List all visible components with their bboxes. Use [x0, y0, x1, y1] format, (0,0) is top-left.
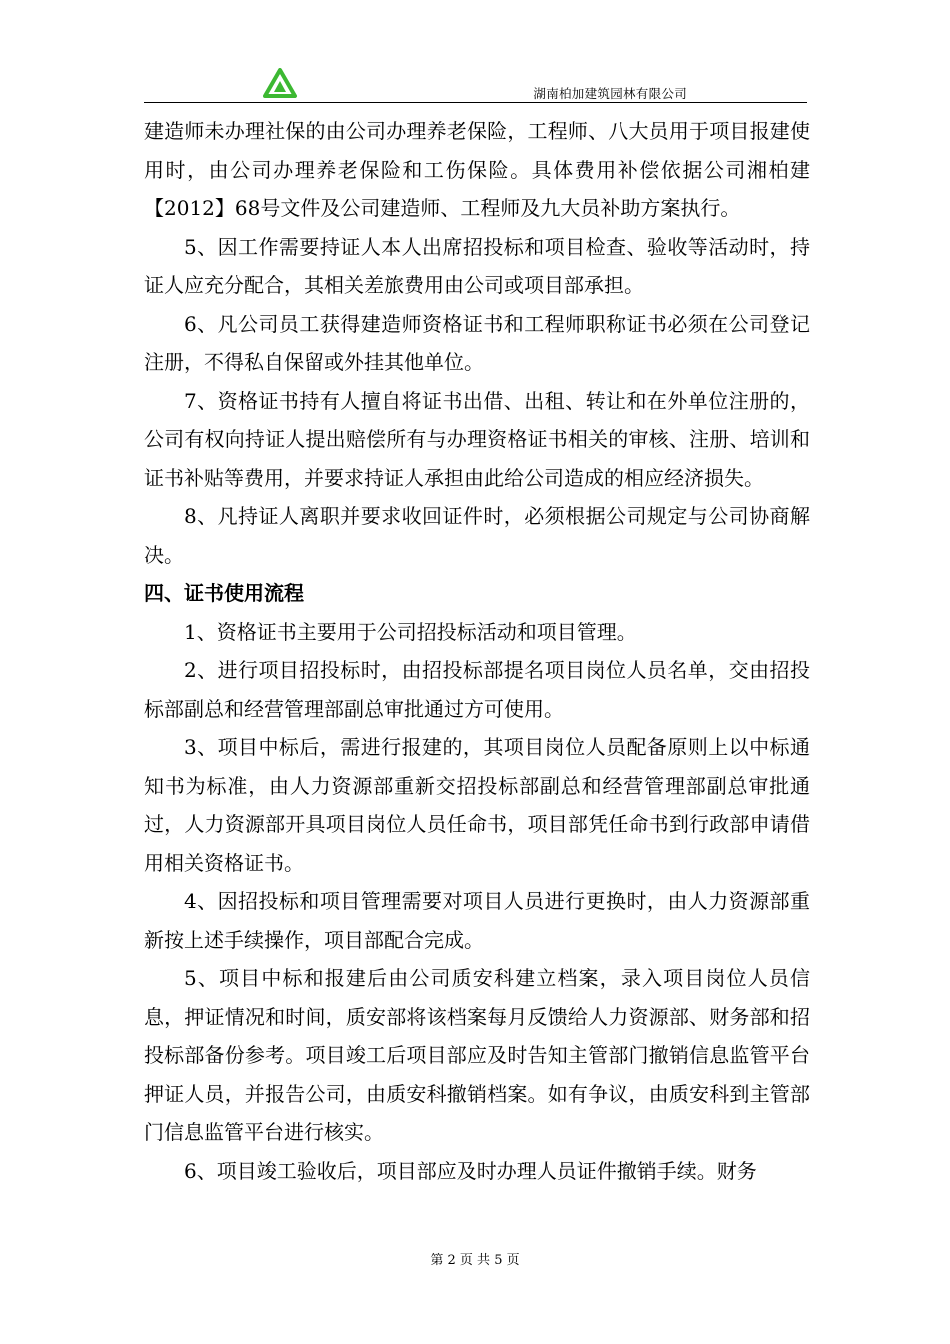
page-number: 第 2 页 共 5 页 [430, 1253, 520, 1268]
green-triangle-logo-icon [262, 68, 298, 98]
page-header [144, 62, 807, 103]
paragraph: 6、项目竣工验收后，项目部应及时办理人员证件撤销手续。财务 [184, 1158, 757, 1183]
paragraph: 5、项目中标和报建后由公司质安科建立档案，录入项目岗位人员信息，押证情况和时间，质安部将该档案每月反馈给人力资源部、财务部和招投标部备份参考。项目竣工后项目部应及时告知主管部门撤销信息监管平台押证人员，并报告公司，由质安科撤销档案。如有争议，由质安科到主管部门信息监管平台进行核实。 [144, 966, 810, 1144]
paragraph: 8、凡持证人离职并要求收回证件时，必须根据公司规定与公司协商解决。 [144, 504, 810, 567]
paragraph: 4、因招投标和项目管理需要对项目人员进行更换时，由人力资源部重新按上述手续操作，项目部配合完成。 [144, 889, 810, 952]
paragraph: 6、凡公司员工获得建造师资格证书和工程师职称证书必须在公司登记注册，不得私自保留或外挂其他单位。 [144, 311, 810, 374]
paragraph: 2、进行项目招投标时，由招投标部提名项目岗位人员名单，交由招投标部副总和经营管理部副总审批通过方可使用。 [144, 658, 810, 721]
paragraph: 3、项目中标后，需进行报建的，其项目岗位人员配备原则上以中标通知书为标准，由人力资源部重新交招投标部副总和经营管理部副总审批通过，人力资源部开具项目岗位人员任命书，项目部凭任命书到行政部申请借用相关资格证书。 [144, 735, 810, 875]
document-body [144, 112, 810, 1190]
paragraph: 建造师未办理社保的由公司办理养老保险，工程师、八大员用于项目报建使用时，由公司办理养老保险和工伤保险。具体费用补偿依据公司湘柏建【2012】68号文件及公司建造师、工程师及九大员补助方案执行。 [144, 119, 810, 220]
paragraph: 7、资格证书持有人擅自将证书出借、出租、转让和在外单位注册的，公司有权向持证人提出赔偿所有与办理资格证书相关的审核、注册、培训和证书补贴等费用，并要求持证人承担由此给公司造成的相应经济损失。 [144, 388, 810, 490]
paragraph: 1、资格证书主要用于公司招投标活动和项目管理。 [184, 619, 637, 644]
paragraph: 5、因工作需要持证人本人出席招投标和项目检查、验收等活动时，持证人应充分配合，其相关差旅费用由公司或项目部承担。 [144, 234, 810, 297]
section-heading: 四、证书使用流程 [144, 581, 304, 605]
company-name: 湖南柏加建筑园林有限公司 [533, 86, 687, 101]
